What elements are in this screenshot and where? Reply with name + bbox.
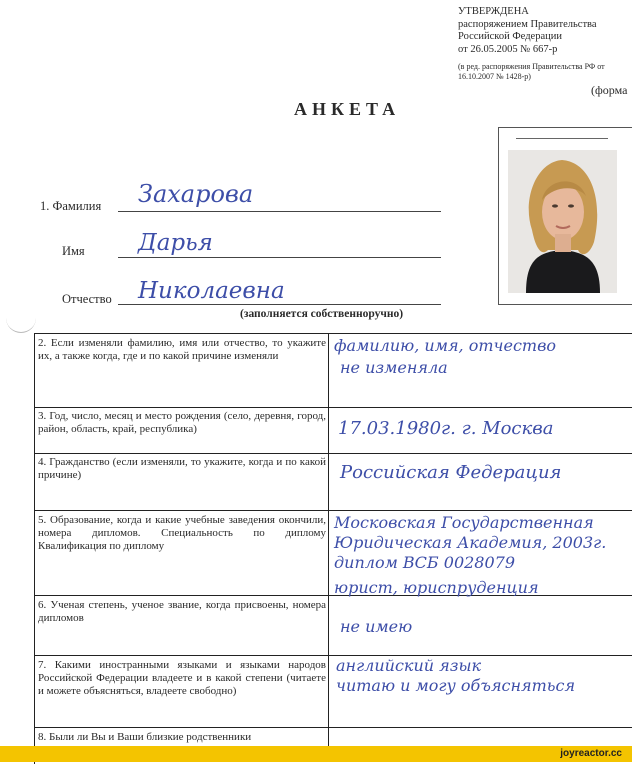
surname-line (118, 211, 441, 212)
name-label: Имя (62, 244, 85, 258)
question-7: 7. Какими иностранными языками и языками народов Российской Федерации владеете и в какой степени (читаете и можете объясняться, владеете свободно) (38, 659, 326, 697)
photo-divider (516, 138, 608, 139)
approval-line: от 26.05.2005 № 667-р (458, 43, 558, 55)
answer-7-line-2: читаю и могу объясняться (336, 676, 576, 695)
answer-2-line-1: фамилию, имя, отчество (334, 336, 557, 355)
question-3: 3. Год, число, месяц и место рождения (село, деревня, город, район, область, край, республика) (38, 410, 326, 435)
answer-5-line-2: Юридическая Академия, 2003г. (334, 533, 607, 552)
question-4: 4. Гражданство (если изменяли, то укажите, когда и по какой причине) (38, 456, 326, 481)
approval-line: распоряжением Правительства (458, 18, 597, 30)
table-row-divider (34, 595, 632, 596)
answer-3-line-1: 17.03.1980г. г. Москва (338, 418, 554, 439)
approval-note (458, 62, 605, 81)
approval-line: УТВЕРЖДЕНА (458, 6, 529, 17)
answer-5-line-1: Московская Государственная (334, 513, 594, 532)
applicant-photo (508, 150, 617, 293)
patronymic-value: Николаевна (138, 278, 285, 304)
table-column-divider (328, 333, 329, 762)
answer-5-line-3: диплом ВСБ 0028079 (334, 553, 516, 572)
approval-note-line: 16.10.2007 № 1428-р) (458, 71, 531, 81)
name-value: Дарья (138, 230, 213, 256)
patronymic-line (118, 304, 441, 305)
question-6: 6. Ученая степень, ученое звание, когда присвоены, номера дипломов (38, 599, 326, 624)
name-line (118, 257, 441, 258)
answer-5-line-4: юрист, юриспруденция (334, 578, 539, 597)
form-label: (форма (591, 83, 628, 97)
table-row-divider (34, 510, 632, 511)
site-watermark[interactable]: joyreactor.cc (560, 748, 622, 759)
handwritten-note: (заполняется собственноручно) (240, 308, 404, 320)
table-row-divider (34, 407, 632, 408)
approval-line: Российской Федерации (458, 31, 562, 42)
punch-hole-mark (6, 318, 36, 333)
footer-bar (0, 746, 632, 762)
approval-block (458, 6, 628, 97)
page-title: АНКЕТА (294, 99, 401, 119)
patronymic-label: Отчество (62, 292, 112, 306)
surname-label: 1. Фамилия (40, 199, 102, 213)
answer-6-line-1: не имею (340, 617, 413, 636)
surname-value: Захарова (138, 180, 254, 208)
question-5: 5. Образование, когда и какие учебные заведения окончили, номера дипломов. Специальность по диплому Квалификация по диплому (38, 514, 326, 552)
question-2: 2. Если изменяли фамилию, имя или отчество, то укажите их, а также когда, где и по какой причине изменяли (38, 337, 326, 362)
answer-2-line-2: не изменяла (340, 358, 448, 377)
answer-4-line-1: Российская Федерация (340, 462, 562, 483)
table-row-divider (34, 453, 632, 454)
approval-note-line: (в ред. распоряжения Правительства РФ от (458, 62, 605, 71)
table-row-divider (34, 655, 632, 656)
answer-7-line-1: английский язык (336, 656, 482, 675)
question-8: 8. Были ли Вы и Ваши близкие родственники (38, 731, 252, 743)
table-row-divider (34, 727, 632, 728)
